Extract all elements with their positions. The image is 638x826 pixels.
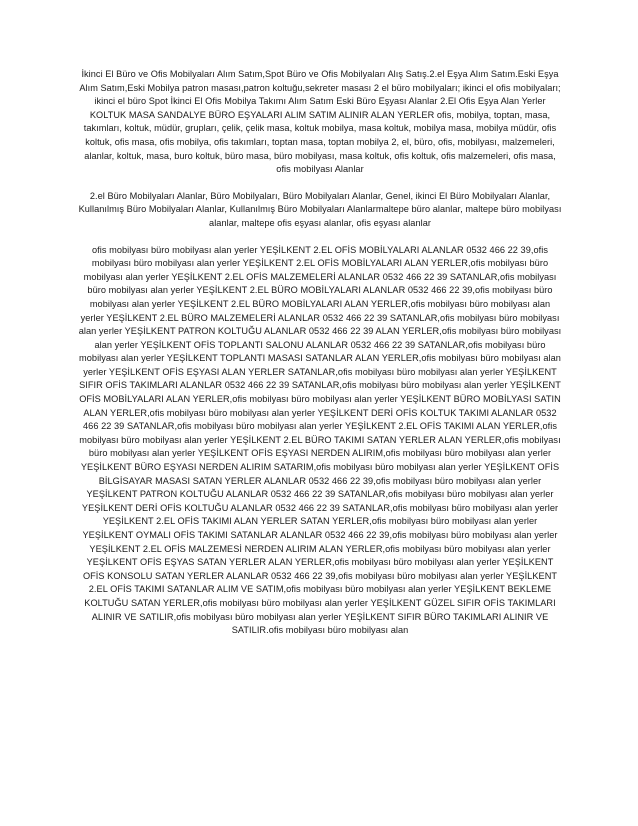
keyword-paragraph: ofis mobilyası büro mobilyası alan yerler YEŞİLKENT 2.EL OFİS MOBİLYALARI ALANLAR 0532 466 22 39,ofis mobilyası büro mobilyası alan yerler YEŞİLKENT 2.EL OFİS MOBİLYALARI ALAN YERLER,ofis mobilyası büro mobilyası alan yerler YEŞİLKENT 2.EL OFİS MALZEMELERİ ALANLAR 0532 466 22 39 SATANLAR,ofis mobilyası büro mobilyası alan yerler YEŞİLKENT 2.EL BÜRO MOBİLYALARI ALANLAR 0532 466 22 39,ofis mobilyası büro mobilyası alan yerler YEŞİLKENT 2.EL BÜRO MOBİLYALARI ALAN YERLER,ofis mobilyası büro mobilyası alan yerler YEŞİLKENT 2.EL BÜRO MALZEMELERİ ALANLAR 0532 466 22 39 SATANLAR,ofis mobilyası büro mobilyası alan yerler YEŞİLKENT PATRON KOLTUĞU ALANLAR 0532 466 22 39 ALAN YERLER,ofis mobilyası büro mobilyası alan yerler YEŞİLKENT OFİS TOPLANTI SALONU ALANLAR 0532 466 22 39 SATANLAR,ofis mobilyası büro mobilyası alan yerler YEŞİLKENT TOPLANTI MASASI SATANLAR ALAN YERLER,ofis mobilyası büro mobilyası alan yerler YEŞİLKENT OFİS EŞYASI ALAN YERLER SATANLAR,ofis mobilyası büro mobilyası alan yerler YEŞİLKENT SIFIR OFİS TAKIMLARI ALANLAR 0532 466 22 39 SATANLAR,ofis mobilyası büro mobilyası alan yerler YEŞİLKENT OFİS MOBİLYALARI ALAN YERLER,ofis mobilyası büro mobilyası alan yerler YEŞİLKENT BÜRO MOBİLYASI SATIN ALAN YERLER,ofis mobilyası büro mobilyası alan yerler YEŞİLKENT DERİ OFİS KOLTUK TAKIMI ALANLAR 0532 466 22 39 SATANLAR,ofis mobilyası büro mobilyası alan yerler YEŞİLKENT 2.EL OFİS TAKIMI ALAN YERLER,ofis mobilyası büro mobilyası alan yerler YEŞİLKENT 2.EL BÜRO TAKIMI SATAN YERLER ALAN YERLER,ofis mobilyası büro mobilyası alan yerler YEŞİLKENT OFİS EŞYASI NERDEN ALIRIM,ofis mobilyası büro mobilyası alan yerler YEŞİLKENT BÜRO EŞYASI NERDEN ALIRIM SATARIM,ofis mobilyası büro mobilyası alan yerler YEŞİLKENT OFİS BİLGİSAYAR MASASI SATAN YERLER ALANLAR 0532 466 22 39,ofis mobilyası büro mobilyası alan yerler YEŞİLKENT PATRON KOLTUĞU ALANLAR 0532 466 22 39 SATANLAR,ofis mobilyası büro mobilyası alan yerler YEŞİLKENT DERİ OFİS KOLTUĞU ALANLAR 0532 466 22 39 SATANLAR,ofis mobilyası büro mobilyası alan yerler YEŞİLKENT 2.EL OFİS TAKIMI ALAN YERLER SATAN YERLER,ofis mobilyası büro mobilyası alan yerler YEŞİLKENT OYMALI OFİS TAKIMI SATANLAR ALANLAR 0532 466 22 39,ofis mobilyası büro mobilyası alan yerler YEŞİLKENT 2.EL OFİS MALZEMESİ NERDEN ALIRIM ALAN YERLER,ofis mobilyası büro mobilyası alan yerler YEŞİLKENT OFİS EŞYAS SATAN YERLER ALAN YERLER,ofis mobilyası büro mobilyası alan yerler YEŞİLKENT OFİS KONSOLU SATAN YERLER ALANLAR 0532 466 22 39,ofis mobilyası büro mobilyası alan yerler YEŞİLKENT 2.EL OFİS TAKIMI SATANLAR ALIM VE SATIM,ofis mobilyası büro mobilyası alan yerler YEŞİLKENT BEKLEME KOLTUĞU SATAN YERLER,ofis mobilyası büro mobilyası alan yerler YEŞİLKENT GÜZEL SIFIR OFİS TAKIMLARI ALINIR VE SATILIR,ofis mobilyası büro mobilyası alan yerler YEŞİLKENT SIFIR BÜRO TAKIMLARI ALINIR VE SATILIR.ofis mobilyası büro mobilyası alan — [78, 244, 562, 636]
category-paragraph: 2.el Büro Mobilyaları Alanlar, Büro Mobilyaları, Büro Mobilyaları Alanlar, Genel, ikinci El Büro Mobilyaları Alanlar, Kullanılmış Büro Mobilyaları Alanlar, Kullanılmış Büro Mobilyaları Alanlarmaltepe büro alanlar, maltepe büro mobilyası alanlar, maltepe ofis eşyası alanlar, ofis eşyası alanlar — [78, 190, 562, 228]
document-page — [78, 68, 562, 638]
intro-paragraph: İkinci El Büro ve Ofis Mobilyaları Alım Satım,Spot Büro ve Ofis Mobilyaları Alış Satış.2.el Eşya Alım Satım.Eski Eşya Alım Satım,Eski Mobilya patron masası,patron koltuğu,sekreter masası 2 el büro mobilyaları; ikinci el ofis mobilyaları; ikinci el büro Spot İkinci El Ofis Mobilya Takımı Alım Satım Eski Büro Eşyası Alanlar 2.El Ofis Eşya Alan Yerler KOLTUK MASA SANDALYE BÜRO EŞYALARI ALIM SATIM ALINIR ALAN YERLER ofis, mobilya, toptan, masa, takımları, koltuk, müdür, grupları, çelik, çelik masa, koltuk mobilya, masa koltuk, mobilya masa, mobilya müdür, ofis koltuk, ofis masa, ofis mobilya, ofis takımları, toptan masa, toptan mobilya 2, el, büro, ofis, mobilyası, malzemeleri, alanlar, koltuk, masa, buro koltuk, büro masa, büro mobilyası, masa koltuk, ofis koltuk, ofis malzemeleri, ofis masa, ofis mobilyası Alanlar — [79, 69, 561, 175]
